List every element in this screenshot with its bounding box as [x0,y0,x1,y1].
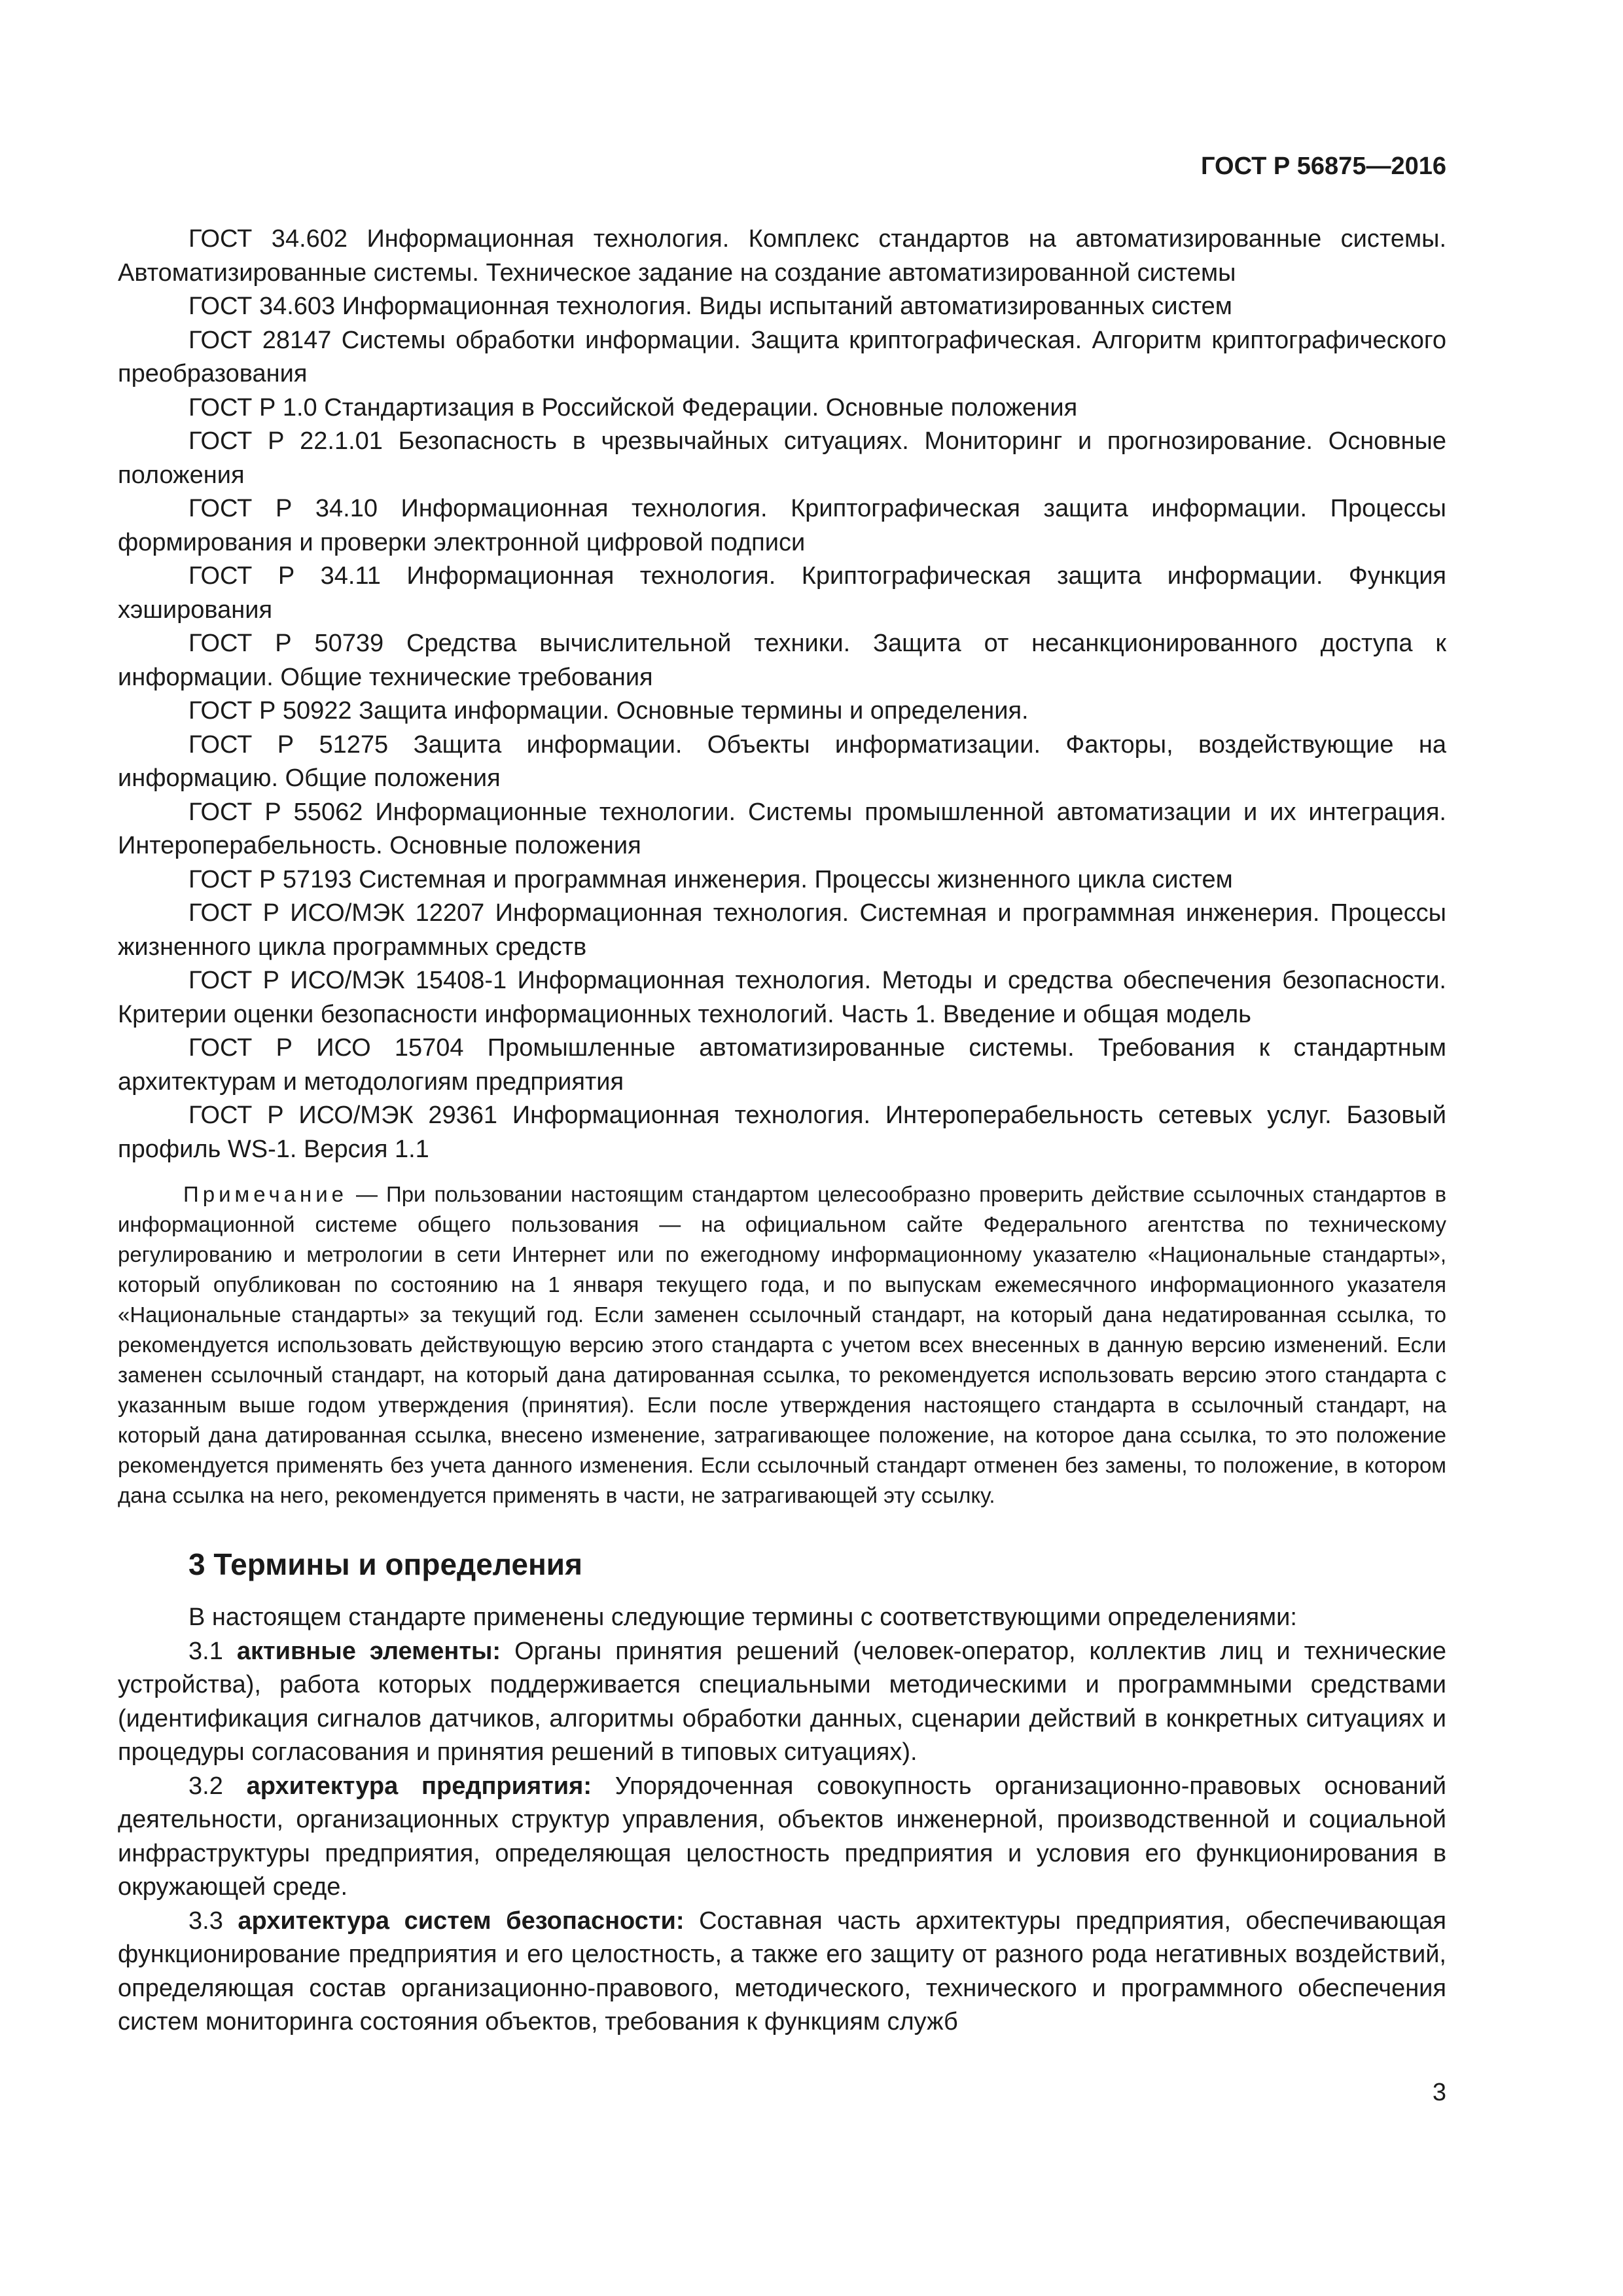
reference-item: ГОСТ Р 57193 Системная и программная инженерия. Процессы жизненного цикла систем [188,865,1233,893]
reference-item: ГОСТ Р 50922 Защита информации. Основные термины и определения. [188,697,1029,725]
page-content [118,223,1446,2039]
term-definition [118,1770,1446,1905]
term-name: архитектура предприятия: [246,1772,592,1800]
reference-item: ГОСТ Р ИСО 15704 Промышленные автоматизированные системы. Требования к стандартным архитектурам и методологиям предприятия [118,1034,1446,1096]
term-text: Составная часть архитектуры предприятия, обеспечивающая функционирование предприятия и его целостность, а также его защиту от разного рода негативных воздействий, определяющая состав организационно-правового, методического, технического и программного обеспечения систем мониторинга состояния объектов, требования к функциям служб [118,1907,1446,2036]
term-definition [118,1635,1446,1770]
reference-item: ГОСТ Р 1.0 Стандартизация в Российской Федерации. Основные положения [188,393,1078,422]
term-text: Органы принятия решений (человек-оператор, коллектив лиц и технические устройства), работа которых поддерживается специальными методическими и программными средствами (идентификация сигналов датчиков, алгоритмы обработки данных, сценарии действий в конкретных ситуациях и процедуры согласования и принятия решений в типовых ситуациях). [118,1637,1447,1766]
reference-item: ГОСТ Р 34.11 Информационная технология. Криптографическая защита информации. Функция хэширования [118,562,1446,624]
reference-item: ГОСТ 28147 Системы обработки информации. Защита криптографическая. Алгоритм криптографического преобразования [118,326,1446,387]
term-number: 3.2 [188,1772,247,1800]
reference-item: ГОСТ Р ИСО/МЭК 12207 Информационная технология. Системная и программная инженерия. Процессы жизненного цикла программных средств [118,899,1446,961]
reference-item: ГОСТ Р 34.10 Информационная технология. Криптографическая защита информации. Процессы формирования и проверки электронной цифровой подписи [118,495,1446,556]
reference-item: ГОСТ 34.602 Информационная технология. Комплекс стандартов на автоматизированные системы. Автоматизированные системы. Техническое задание на создание автоматизированной системы [118,225,1446,287]
reference-note [118,1179,1446,1511]
note-text: — При пользовании настоящим стандартом целесообразно проверить действие ссылочных стандартов в информационной системе общего пользования — на официальном сайте Федерального агентства по техническому регулированию и метрологии в сети Интернет или по ежегодному информационному указателю «Национальные стандарты», который опубликован по состоянию на 1 января текущего года, и по выпускам ежемесячного информационного указателя «Национальные стандарты» за текущий год. Если заменен ссылочный стандарт, на который дана недатированная ссылка, то рекомендуется использовать действующую версию этого стандарта с учетом всех внесенных в данную версию изменений. Если заменен ссылочный стандарт, на который дана датированная ссылка, то рекомендуется использовать версию этого стандарта с указанным выше годом утверждения (принятия). Если после утверждения настоящего стандарта в ссылочный стандарт, на который дана датированная ссылка, внесено изменение, затрагивающее положение, на которое дана ссылка, то это положение рекомендуется применять без учета данного изменения. Если ссылочный стандарт отменен без замены, то положение, в котором дана ссылка на него, рекомендуется применять в части, не затрагивающей эту ссылку. [118,1182,1446,1507]
note-label: Примечание [183,1182,348,1206]
document-code: ГОСТ Р 56875—2016 [1201,152,1446,180]
page-number: 3 [1432,2079,1446,2106]
reference-item: ГОСТ Р ИСО/МЭК 29361 Информационная технология. Интероперабельность сетевых услуг. Базовый профиль WS-1. Версия 1.1 [118,1102,1446,1163]
term-number: 3.3 [188,1907,238,1935]
term-text: Упорядоченная совокупность организационно-правовых оснований деятельности, организационных структур управления, объектов инженерной, производственной и социальной инфраструктуры предприятия, определяющая целостность предприятия и условия его функционирования в окружающей среде. [118,1772,1446,1901]
term-name: архитектура систем безопасности: [238,1907,685,1935]
reference-item: ГОСТ Р 55062 Информационные технологии. Системы промышленной автоматизации и их интеграция. Интероперабельность. Основные положения [118,798,1446,859]
reference-item: ГОСТ Р 22.1.01 Безопасность в чрезвычайных ситуациях. Мониторинг и прогнозирование. Основные положения [118,427,1446,489]
term-number: 3.1 [188,1637,237,1665]
reference-item: ГОСТ 34.603 Информационная технология. Виды испытаний автоматизированных систем [188,293,1232,320]
reference-item: ГОСТ Р 50739 Средства вычислительной техники. Защита от несанкционированного доступа к информации. Общие технические требования [118,630,1446,691]
term-definition [118,1905,1446,2039]
term-name: активные элементы: [236,1637,501,1665]
reference-item: ГОСТ Р 51275 Защита информации. Объекты информатизации. Факторы, воздействующие на информацию. Общие положения [118,730,1446,792]
section-intro: В настоящем стандарте применены следующие термины с соответствующими определениями: [188,1604,1297,1631]
section-heading: 3 Термины и определения [188,1547,582,1581]
normative-references-list [118,223,1446,1166]
reference-item: ГОСТ Р ИСО/МЭК 15408-1 Информационная технология. Методы и средства обеспечения безопасности. Критерии оценки безопасности информационных технологий. Часть 1. Введение и общая модель [118,967,1446,1028]
